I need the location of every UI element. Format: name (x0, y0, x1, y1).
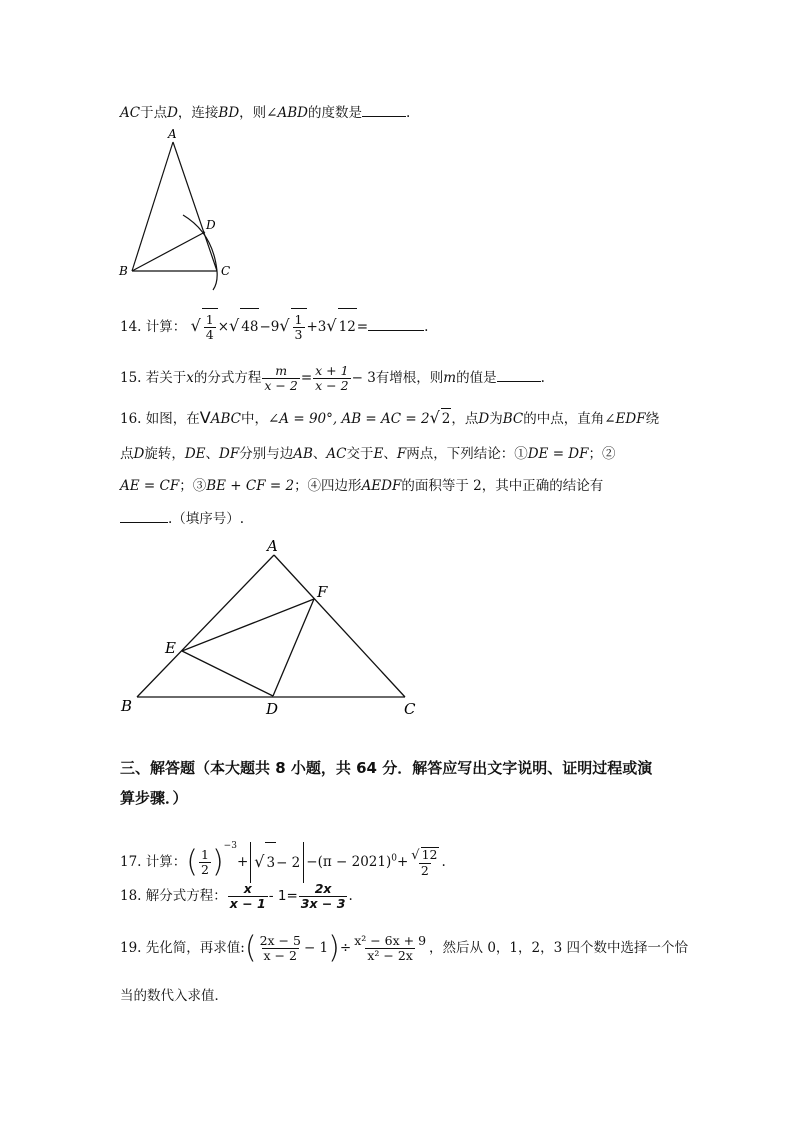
q15-t4: 的值是 (456, 370, 497, 386)
q17-exp0: 0 (391, 853, 397, 864)
q16-line4 (120, 508, 244, 529)
q16-l1c: ∠A = 90°, AB = AC = 2 (267, 411, 430, 427)
q16-number: 16. (120, 411, 142, 427)
fig2-label-a: A (267, 537, 278, 555)
q16-l3b: ；③ (179, 478, 207, 494)
q19-frac2-den: x² − 2x (367, 948, 413, 963)
q16-sqrt2: 2 (441, 408, 452, 429)
q17-radical-1: √ (254, 852, 265, 871)
q15-frac2 (313, 364, 350, 393)
q15-frac1-den: x − 2 (264, 378, 298, 393)
q13-abd: ABD (277, 105, 308, 121)
fig1-label-c: C (221, 264, 231, 278)
q17-pi: (π − 2021) (317, 854, 392, 870)
q16-l2g: 分别与边 (239, 446, 294, 462)
q13-end: . (405, 105, 411, 121)
q15-x: x (186, 370, 194, 386)
q16-l2f: DF (219, 446, 240, 462)
q19-line1 (120, 926, 688, 971)
fig2-segment-ed (182, 651, 273, 696)
figure-triangle-abc-arc (115, 125, 235, 295)
q16-l2m: 、 (383, 446, 397, 462)
q16-l3a: AE = CF (120, 478, 180, 494)
q14-f2-num: 1 (294, 312, 303, 327)
q13-answer-blank[interactable] (362, 102, 406, 117)
q18-number: 18. (120, 888, 142, 904)
q13-text2: ，连接 (177, 105, 219, 121)
q19-line2: 当的数代入求值． (120, 988, 228, 1004)
q17-rparen: ) (211, 844, 224, 880)
q15-frac2-den: x − 2 (315, 378, 349, 393)
q19-label: 先化简，再求值: (145, 940, 245, 956)
q16-l2k: 交于 (346, 446, 374, 462)
q14-radical-1: √ (190, 316, 201, 335)
q14-sqrt-frac2 (291, 308, 307, 345)
fig2-label-c: C (404, 700, 416, 718)
q16-l3c: BE + CF = 2 (206, 478, 295, 494)
q15-end: . (540, 370, 545, 386)
q16-bc: BC (502, 411, 524, 427)
q16-l2i: 、 (312, 446, 327, 462)
q16-edf: EDF (615, 411, 646, 427)
q18-frac2 (299, 882, 348, 911)
q14-radical-2: √ (229, 316, 240, 335)
q15-frac1 (262, 364, 299, 393)
q16-answer-blank[interactable] (120, 508, 168, 523)
q16-l2j: AC (326, 446, 347, 462)
q16-tri: V (199, 408, 211, 427)
q18-frac2-den: 3x − 3 (300, 896, 346, 911)
q19-rest: ，然后从 0，1，2，3 四个数中选择一个恰 (429, 940, 688, 956)
q19-frac1-den: x − 2 (263, 948, 297, 963)
q16-l2h: AB (293, 446, 313, 462)
q14-line (120, 308, 428, 345)
q18-label: 解分式方程： (145, 888, 227, 904)
q15-frac1-num: m (275, 363, 288, 378)
q14-radical-4: √ (326, 316, 337, 335)
q16-line1 (120, 408, 659, 429)
q14-label: 计算： (145, 319, 187, 335)
q14-eq: = (356, 319, 369, 335)
section3-heading-line1: 三、解答题（本大题共 8 小题，共 64 分．解答应写出文字说明、证明过程或演 (120, 759, 653, 777)
q17-frac2-den: 2 (420, 863, 429, 878)
q16-radical: √ (429, 408, 440, 427)
q17-label: 计算： (145, 854, 187, 870)
q19-frac1-num: 2x − 5 (259, 933, 301, 948)
q15-t3: − 3有增根，则 (351, 370, 444, 386)
q15-eq: = (300, 370, 313, 386)
q17-sqrt3: 3 (265, 842, 276, 883)
fig1-side-ac (173, 142, 217, 271)
q13-line (120, 102, 410, 123)
q16-l2l: E (373, 446, 384, 462)
q19-rparen: ) (328, 930, 340, 966)
q19-minus1: − 1 (303, 940, 329, 956)
q14-sqrt-frac1 (202, 308, 218, 345)
q14-sqrt-48: 48 (240, 308, 259, 345)
q17-number: 17. (120, 854, 142, 870)
fig1-label-a: A (168, 127, 177, 141)
q16-l3e: AEDF (361, 478, 402, 494)
q14-f1-den: 4 (205, 327, 214, 342)
q16-l1a: 如图，在 (145, 411, 200, 427)
q16-l1b: 中， (240, 411, 268, 427)
q13-text: 于点 (140, 105, 168, 121)
fig2-segment-ef (182, 599, 314, 651)
q14-end: . (424, 319, 429, 335)
q13-text4: 的度数是 (307, 105, 362, 121)
q16-l2a: 点 (120, 446, 134, 462)
q17-minus: − (306, 854, 318, 870)
q14-number: 14. (120, 319, 142, 335)
q14-radical-3: √ (279, 316, 290, 335)
q17-plus2: + (396, 854, 409, 870)
q15-line (120, 360, 545, 396)
q15-answer-blank[interactable] (497, 367, 541, 382)
q14-f1-num: 1 (205, 312, 214, 327)
q17-exp: −3 (223, 841, 237, 851)
q18-frac1-den: x − 1 (229, 896, 266, 911)
fig1-label-d: D (206, 218, 216, 232)
fig1-label-b: B (119, 264, 128, 278)
q17-end: . (441, 854, 446, 870)
q13-bd: BD (218, 105, 240, 121)
fig2-side-ab (137, 555, 274, 697)
q19-div: ÷ (339, 940, 352, 956)
q17-minus2: − 2 (276, 855, 301, 871)
q16-l1f: 的中点，直角∠ (523, 411, 616, 427)
q16-l4: .（填序号）. (168, 511, 245, 527)
q18-mid: - 1= (268, 888, 298, 904)
q15-t2: 的分式方程 (193, 370, 262, 386)
q17-sqrt12: 12 (421, 847, 438, 862)
q19-number: 19. (120, 940, 142, 956)
q17-radical-2: √ (411, 848, 420, 863)
q16-l3f: 的面积等于 2，其中正确的结论有 (401, 478, 604, 494)
q14-times: × (217, 319, 230, 335)
q14-f2-den: 3 (294, 327, 303, 342)
fig1-side-ab (132, 142, 173, 271)
q16-l2b: D (133, 446, 145, 462)
q16-l2n: F (396, 446, 407, 462)
q18-frac1 (228, 882, 268, 911)
q14-sqrt-12: 12 (338, 308, 357, 345)
q16-l2d: DE (184, 446, 206, 462)
q16-l3d: ；④四边形 (294, 478, 362, 494)
q16-l1e: 为 (489, 411, 503, 427)
q13-text3: ，则∠ (239, 105, 278, 121)
q16-d: D (478, 411, 490, 427)
q14-answer-blank[interactable] (368, 316, 424, 331)
q18-line (120, 878, 353, 914)
q17-frac-num: 1 (201, 847, 209, 862)
q17-frac2 (409, 847, 440, 878)
q17-lparen: ( (186, 844, 198, 880)
q19-frac2 (352, 934, 428, 963)
fig2-label-f: F (317, 583, 328, 601)
q17-abs (250, 842, 304, 883)
fig2-segment-df (273, 599, 314, 696)
q19-lparen: ( (244, 930, 257, 966)
q15-m: m (443, 370, 457, 386)
q19-frac2-num: x² − 6x + 9 (354, 933, 427, 948)
q18-frac1-num: x (243, 881, 252, 896)
fig2-label-d: D (266, 700, 279, 718)
fig2-label-e: E (165, 639, 176, 657)
q15-number: 15. (120, 370, 142, 386)
q14-plus3: +3 (306, 319, 327, 335)
q14-minus9: −9 (259, 319, 280, 335)
q16-l2c: 旋转， (144, 446, 185, 462)
fig2-side-ac (274, 555, 405, 697)
q17-plus: + (236, 854, 249, 870)
q17-frac (199, 848, 211, 877)
q16-l2q: ；② (588, 446, 616, 462)
q13-d: D (167, 105, 178, 121)
q15-t1: 若关于 (145, 370, 187, 386)
q18-end: . (348, 888, 353, 904)
q16-l1g: 绕 (645, 411, 660, 427)
figure-triangle-edf (115, 533, 435, 723)
fig2-label-b: B (121, 697, 133, 715)
q17-frac-den: 2 (201, 862, 209, 877)
q16-l2o: 两点，下列结论：① (406, 446, 528, 462)
q18-frac2-num: 2x (314, 881, 332, 896)
q16-l2p: DE = DF (527, 446, 589, 462)
q16-l1d: ，点 (451, 411, 479, 427)
q16-line2 (120, 444, 615, 464)
q17-frac2-num (409, 847, 440, 863)
q15-frac2-num: x + 1 (315, 363, 349, 378)
section3-heading-line2: 算步骤．） (120, 789, 188, 807)
q16-line3 (120, 476, 603, 496)
q17-line (120, 826, 446, 883)
q16-l2e: 、 (205, 446, 220, 462)
q16-abc: ABC (210, 411, 241, 427)
q13-ac: AC (120, 105, 141, 121)
q19-frac1 (258, 934, 303, 963)
